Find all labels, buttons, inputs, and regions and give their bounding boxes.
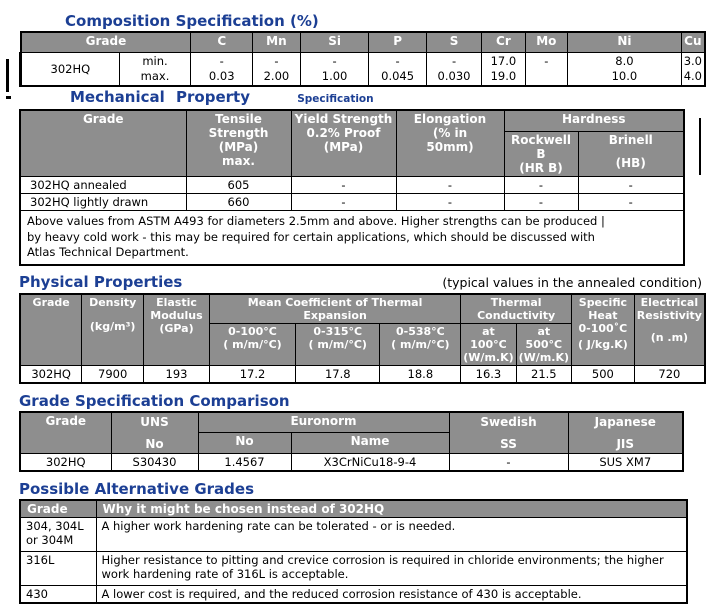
phys-header-cond-500: at 500°C (W/m.K) xyxy=(516,324,571,366)
mech-header-yield: Yield Strength 0.2% Proof (MPa) xyxy=(291,110,396,177)
alt-grade-value: 316L xyxy=(20,552,96,586)
margin-revision-bar-right xyxy=(699,118,701,175)
composition-table xyxy=(19,31,706,87)
comp-cell-mn: - 2.00 xyxy=(253,52,301,86)
phys-header-exp-0-100: 0-100°C ( m/m/°C) xyxy=(209,324,295,366)
comp-grade-cell: 302HQ xyxy=(21,52,120,86)
comp-cell-si: - 1.00 xyxy=(300,52,369,86)
phys-header-exp-0-538: 0-538°C ( m/m/°C) xyxy=(380,324,461,366)
phys-header-elastic: Elastic Modulus (GPa) xyxy=(144,294,210,366)
mech-rockwell-value: - xyxy=(504,177,578,194)
phys-data-row xyxy=(20,366,705,384)
gc-euro-no-value: 1.4567 xyxy=(198,454,291,472)
mech-yield-value: - xyxy=(291,194,396,211)
datasheet-page xyxy=(0,12,706,601)
phys-header-expansion: Mean Coefficient of Thermal Expansion xyxy=(209,294,460,324)
phys-header-exp-0-315: 0-315°C ( m/m/°C) xyxy=(296,324,380,366)
comp-header-mn: Mn xyxy=(253,32,301,52)
mech-grade-value: 302HQ lightly drawn xyxy=(20,194,186,211)
comp-header-p: P xyxy=(369,32,426,52)
gc-header-euronorm: Euronorm xyxy=(198,412,449,433)
comp-header-cr: Cr xyxy=(482,32,525,52)
comp-max-label: max. xyxy=(140,68,170,83)
alt-row-304 xyxy=(20,518,687,552)
mech-tensile-value: 660 xyxy=(186,194,291,211)
gc-euro-name-value: X3CrNiCu18-9-4 xyxy=(291,454,449,472)
mechanical-title-small: Specification xyxy=(297,92,374,105)
gc-japanese-value: SUS XM7 xyxy=(568,454,683,472)
phys-header-cond-100: at 100°C (W/m.K) xyxy=(461,324,516,366)
gc-data-row xyxy=(20,454,683,472)
phys-electrical-value: 720 xyxy=(634,366,705,384)
comp-cell-cr: 17.0 19.0 xyxy=(482,52,525,86)
gc-header-grade: Grade xyxy=(20,412,111,454)
physical-title-row xyxy=(19,273,702,291)
alt-grade-value: 304, 304L or 304M xyxy=(20,518,96,552)
phys-exp3-value: 18.8 xyxy=(380,366,461,384)
physical-title-note: (typical values in the annealed condition) xyxy=(442,274,702,290)
comp-min-label: min. xyxy=(142,53,168,68)
mech-yield-value: - xyxy=(291,177,396,194)
phys-header-conductivity: Thermal Conductivity xyxy=(461,294,572,324)
gc-swedish-value: - xyxy=(449,454,568,472)
phys-density-value: 7900 xyxy=(82,366,144,384)
gc-header-swedish: Swedish SS xyxy=(449,412,568,454)
physical-table xyxy=(19,293,706,385)
margin-tick-mark xyxy=(6,96,11,99)
comp-header-cu: Cu xyxy=(681,32,705,52)
mech-brinell-value: - xyxy=(578,177,684,194)
mech-brinell-value: - xyxy=(578,194,684,211)
alt-row-430 xyxy=(20,586,687,604)
phys-exp1-value: 17.2 xyxy=(209,366,295,384)
comp-cell-p: - 0.045 xyxy=(369,52,426,86)
comp-cell-s: - 0.030 xyxy=(426,52,482,86)
comp-cell-c: - 0.03 xyxy=(191,52,253,86)
comp-cell-ni: 8.0 10.0 xyxy=(568,52,682,86)
alt-why-value: Higher resistance to pitting and crevice corrosion is required in chloride environments; the higher work hardening rate of 316L is acceptable. xyxy=(96,552,687,586)
comp-header-s: S xyxy=(426,32,482,52)
gc-header-euro-no: No xyxy=(198,433,291,454)
alt-header-grade: Grade xyxy=(20,500,96,518)
mech-header-brinell: Brinell (HB) xyxy=(578,132,684,177)
margin-revision-bar xyxy=(6,59,9,92)
phys-elastic-value: 193 xyxy=(144,366,210,384)
mech-header-elongation: Elongation (% in 50mm) xyxy=(396,110,504,177)
comp-header-si: Si xyxy=(300,32,369,52)
mech-header-hardness: Hardness xyxy=(504,110,684,132)
mechanical-title xyxy=(70,88,706,108)
mech-header-grade: Grade xyxy=(20,110,186,177)
comp-header-ni: Ni xyxy=(568,32,682,52)
mech-elong-value: - xyxy=(396,177,504,194)
gc-header-japanese: Japanese JIS xyxy=(568,412,683,454)
comp-header-c: C xyxy=(191,32,253,52)
mech-rockwell-value: - xyxy=(504,194,578,211)
alt-row-316l xyxy=(20,552,687,586)
mech-elong-value: - xyxy=(396,194,504,211)
mech-grade-value: 302HQ annealed xyxy=(20,177,186,194)
comp-header-mo: Mo xyxy=(525,32,568,52)
phys-exp2-value: 17.8 xyxy=(296,366,380,384)
comp-cell-mo: - xyxy=(525,52,568,86)
mechanical-table xyxy=(19,109,685,266)
gc-grade-value: 302HQ xyxy=(20,454,111,472)
gc-header-uns: UNS No xyxy=(111,412,198,454)
physical-title: Physical Properties xyxy=(19,272,183,291)
alt-grade-value: 430 xyxy=(20,586,96,604)
phys-header-specific-heat: Specific Heat 0-100˚C ( J/kg.K) xyxy=(572,294,635,366)
phys-header-density: Density (kg/m³) xyxy=(82,294,144,366)
phys-grade-value: 302HQ xyxy=(20,366,82,384)
mech-note: Above values from ASTM A493 for diameters 2.5mm and above. Higher strengths can be produced | by heavy cold work - this may be required for certain applications, which should be discussed with Atlas Technical Department. xyxy=(20,211,684,265)
grade-comparison-table xyxy=(19,411,684,472)
mech-header-rockwell: Rockwell B (HR B) xyxy=(504,132,578,177)
phys-cond2-value: 21.5 xyxy=(516,366,571,384)
comp-cell-cu: 3.0 4.0 xyxy=(681,52,705,86)
composition-title: Composition Specification (%) xyxy=(65,12,319,30)
grade-comparison-title: Grade Specification Comparison xyxy=(19,392,290,410)
gc-header-euro-name: Name xyxy=(291,433,449,454)
alternatives-title: Possible Alternative Grades xyxy=(19,480,255,498)
mech-header-tensile: Tensile Strength (MPa) max. xyxy=(186,110,291,177)
mechanical-title-main: Mechanical xyxy=(70,87,165,106)
phys-header-electrical: Electrical Resistivity (n .m) xyxy=(634,294,705,366)
alt-why-value: A higher work hardening rate can be tolerated - or is needed. xyxy=(96,518,687,552)
mech-row-lightly-drawn xyxy=(20,194,684,211)
alternatives-table xyxy=(19,499,688,604)
mech-row-annealed xyxy=(20,177,684,194)
alt-header-why: Why it might be chosen instead of 302HQ xyxy=(96,500,687,518)
alt-why-value: A lower cost is required, and the reduced corrosion resistance of 430 is acceptable. xyxy=(96,586,687,604)
gc-uns-value: S30430 xyxy=(111,454,198,472)
mech-tensile-value: 605 xyxy=(186,177,291,194)
mechanical-title-sub: Property xyxy=(176,87,250,106)
comp-header-grade: Grade xyxy=(21,32,191,52)
phys-header-grade: Grade xyxy=(20,294,82,366)
phys-specific-value: 500 xyxy=(572,366,635,384)
phys-cond1-value: 16.3 xyxy=(461,366,516,384)
comp-minmax-cell xyxy=(119,52,191,86)
